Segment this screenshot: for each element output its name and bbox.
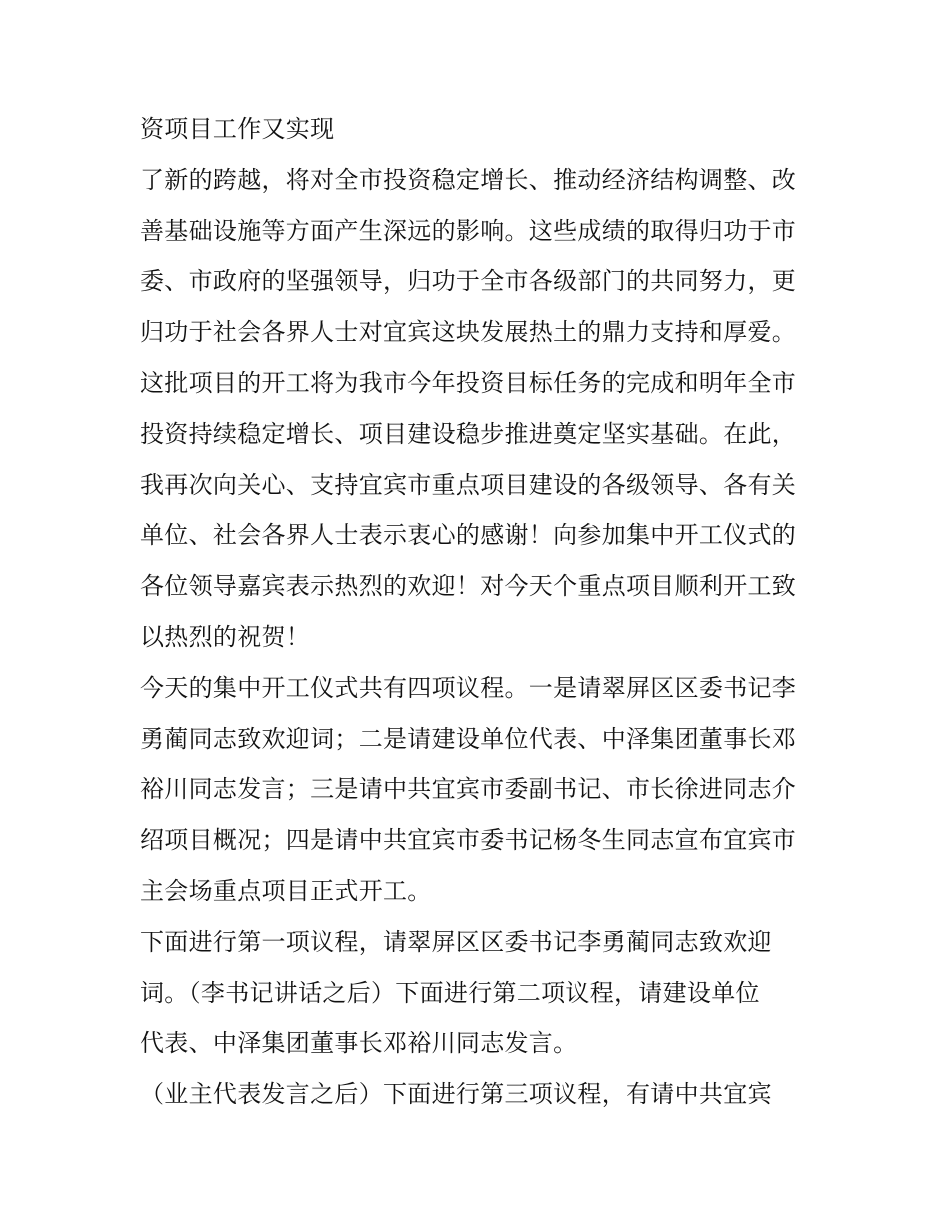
text-line: 以热烈的祝贺！ bbox=[140, 622, 311, 651]
text-line: 下面进行第一项议程，请翠屏区区委书记李勇蔺同志致欢迎 bbox=[140, 927, 772, 956]
text-line: 委、市政府的坚强领导，归功于全市各级部门的共同努力，更 bbox=[140, 267, 797, 296]
text-line: 善基础设施等方面产生深远的影响。这些成绩的取得归功于市 bbox=[140, 216, 797, 245]
text-line: 裕川同志发言；三是请中共宜宾市委副书记、市长徐进同志介 bbox=[140, 775, 797, 804]
text-line: 了新的跨越，将对全市投资稳定增长、推动经济结构调整、改 bbox=[140, 165, 797, 194]
text-line: 主会场重点项目正式开工。 bbox=[140, 876, 432, 905]
text-line: （业主代表发言之后）下面进行第三项议程，有请中共宜宾 bbox=[140, 1080, 772, 1109]
document-body bbox=[140, 104, 820, 1120]
text-line: 今天的集中开工仪式共有四项议程。一是请翠屏区区委书记李 bbox=[140, 673, 797, 702]
text-line: 我再次向关心、支持宜宾市重点项目建设的各级领导、各有关 bbox=[140, 470, 797, 499]
text-line: 绍项目概况；四是请中共宜宾市委书记杨冬生同志宣布宜宾市 bbox=[140, 826, 797, 855]
text-line: 代表、中泽集团董事长邓裕川同志发言。 bbox=[140, 1029, 578, 1058]
text-line: 词。（李书记讲话之后）下面进行第二项议程，请建设单位 bbox=[140, 978, 760, 1007]
text-line: 归功于社会各界人士对宜宾这块发展热土的鼎力支持和厚爱。 bbox=[140, 318, 797, 347]
text-line: 勇蔺同志致欢迎词；二是请建设单位代表、中泽集团董事长邓 bbox=[140, 724, 797, 753]
text-line: 资项目工作又实现 bbox=[140, 115, 335, 143]
text-line: 投资持续稳定增长、项目建设稳步推进奠定坚实基础。在此， bbox=[140, 419, 797, 448]
text-line: 各位领导嘉宾表示热烈的欢迎！对今天个重点项目顺利开工致 bbox=[140, 572, 797, 601]
text-line: 这批项目的开工将为我市今年投资目标任务的完成和明年全市 bbox=[140, 368, 797, 397]
text-line: 单位、社会各界人士表示衷心的感谢！向参加集中开工仪式的 bbox=[140, 521, 797, 550]
